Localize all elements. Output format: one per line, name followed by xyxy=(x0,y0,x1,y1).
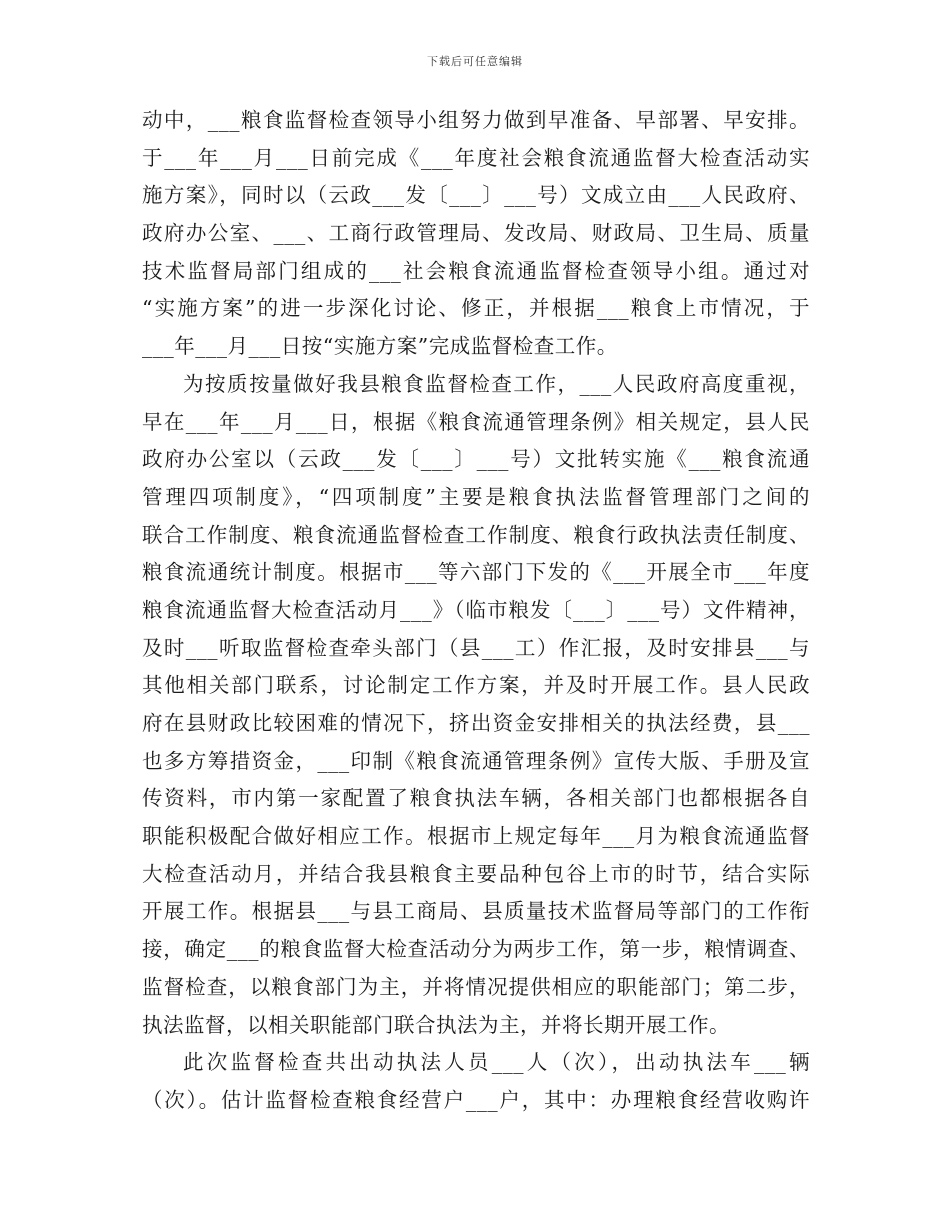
text-line: 动中，___粮食监督检查领导小组努力做到早准备、早部署、早安排。 xyxy=(142,108,810,132)
text-line: 管理四项制度》，“四项制度”主要是粮食执法监督管理部门之间的 xyxy=(142,484,810,509)
text-line: 职能积极配合做好相应工作。根据市上规定每年___月为粮食流通监督 xyxy=(142,824,810,849)
text-line: 及时___听取监督检查牵头部门（县___工）作汇报，及时安排县___与 xyxy=(142,635,810,660)
paragraph xyxy=(142,366,810,1044)
text-line: 粮食流通统计制度。根据市___等六部门下发的《___开展全市___年度 xyxy=(142,560,810,585)
text-line: 技术监督局部门组成的___社会粮食流通监督检查领导小组。通过对 xyxy=(142,258,810,283)
text-line: 粮食流通监督大检查活动月___》（临市粮发〔___〕___号）文件精神， xyxy=(142,597,810,622)
text-line: 联合工作制度、粮食流通监督检查工作制度、粮食行政执法责任制度、 xyxy=(142,522,810,547)
paragraph xyxy=(142,1044,810,1119)
text-line: 监督检查，以粮食部门为主，并将情况提供相应的职能部门；第二步， xyxy=(142,974,810,999)
text-line: 执法监督，以相关职能部门联合执法为主，并将长期开展工作。 xyxy=(142,1012,730,1037)
text-line: 其他相关部门联系，讨论制定工作方案，并及时开展工作。县人民政 xyxy=(142,673,810,698)
text-line: 开展工作。根据县___与县工商局、县质量技术监督局等部门的工作衔 xyxy=(142,899,810,924)
text-line: 此次监督检查共出动执法人员___人（次），出动执法车___辆 xyxy=(183,1050,810,1075)
page-header: 下载后可任意编辑 xyxy=(427,55,523,68)
text-line: 于___年___月___日前完成《___年度社会粮食流通监督大检查活动实 xyxy=(142,145,810,170)
text-line: （次）。估计监督检查粮食经营户___户，其中：办理粮食经营收购许 xyxy=(142,1087,810,1112)
document-body xyxy=(142,102,810,1120)
text-line: 也多方筹措资金，___印制《粮食流通管理条例》宣传大版、手册及宣 xyxy=(142,748,810,773)
text-line: 政府办公室以（云政___发〔___〕___号）文批转实施《___粮食流通 xyxy=(142,447,810,472)
text-line: 府在县财政比较困难的情况下，挤出资金安排相关的执法经费，县___ xyxy=(142,711,810,735)
text-line: 传资料，市内第一家配置了粮食执法车辆，各相关部门也都根据各自 xyxy=(142,786,810,811)
text-line: 早在___年___月___日，根据《粮食流通管理条例》相关规定，县人民 xyxy=(142,409,810,434)
text-line: “实施方案”的进一步深化讨论、修正，并根据___粮食上市情况，于 xyxy=(142,296,810,321)
text-line: 政府办公室、___、工商行政管理局、发改局、财政局、卫生局、质量 xyxy=(142,221,810,246)
text-line: 施方案》，同时以（云政___发〔___〕___号）文成立由___人民政府、 xyxy=(142,183,810,208)
paragraph xyxy=(142,102,810,366)
text-line: 为按质按量做好我县粮食监督检查工作，___人民政府高度重视， xyxy=(183,371,810,396)
text-line: ___年___月___日按“实施方案”完成监督检查工作。 xyxy=(142,334,618,359)
text-line: 接，确定___的粮食监督大检查活动分为两步工作，第一步，粮情调查、 xyxy=(142,937,810,962)
text-line: 大检查活动月，并结合我县粮食主要品种包谷上市的时节，结合实际 xyxy=(142,861,810,886)
